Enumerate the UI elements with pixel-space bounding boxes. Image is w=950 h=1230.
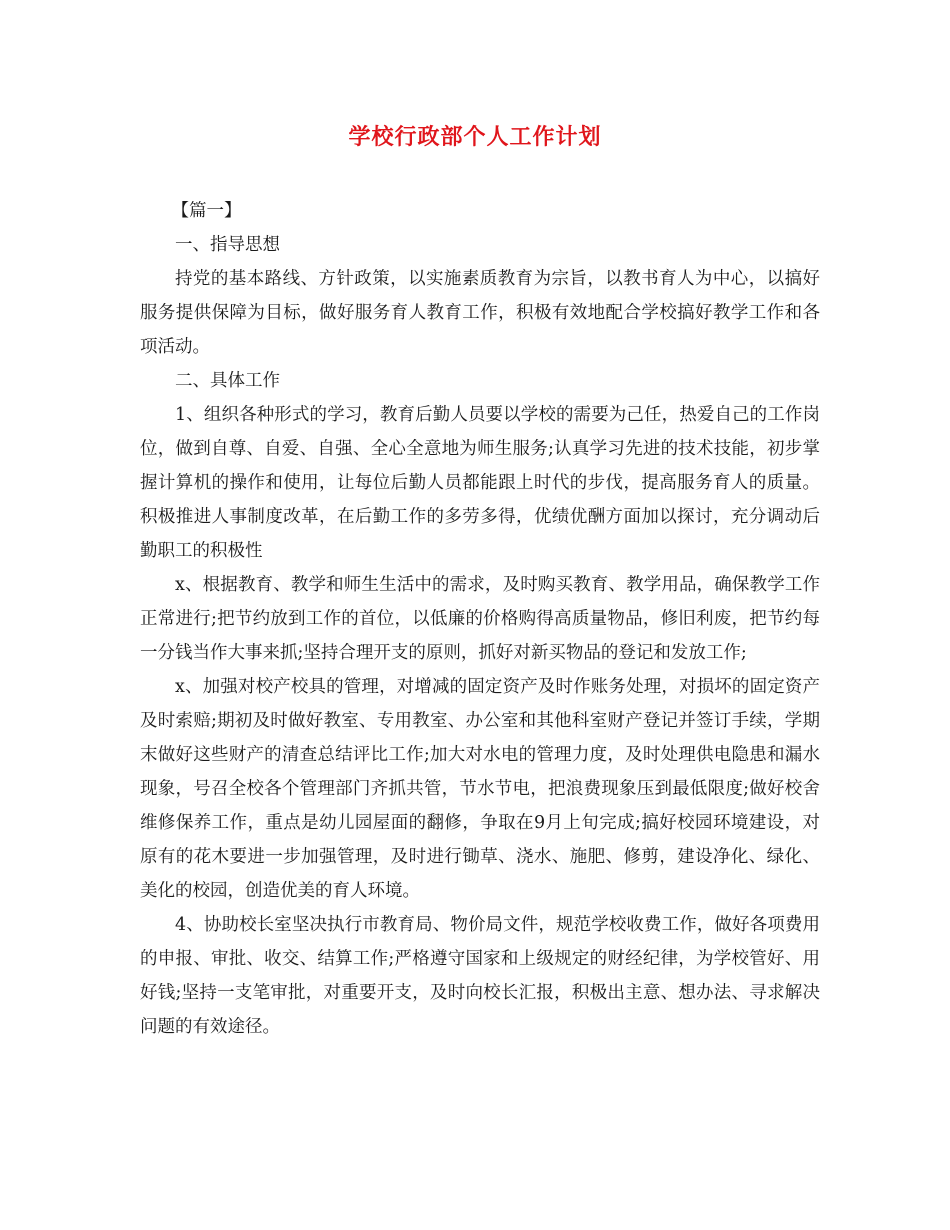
document-body (140, 194, 820, 1044)
section-tag: 【篇一】 (171, 201, 242, 221)
paragraph-item-3: x、加强对校产校具的管理，对增减的固定资产及时作账务处理，对损坏的固定资产及时索赔;期初及时做好教室、专用教室、办公室和其他科室财产登记并签订手续，学期末做好这些财产的清查总结评比工作;加大对水电的管理力度，及时处理供电隐患和漏水现象，号召全校各个管理部门齐抓共管，节水节电，把浪费现象压到最低限度;做好校舍维修保养工作，重点是幼儿园屋面的翻修，争取在9月上旬完成;搞好校园环境建设，对原有的花木要进一步加强管理，及时进行锄草、浇水、施肥、修剪，建设净化、绿化、美化的校园，创造优美的育人环境。 (140, 677, 820, 901)
paragraph-item-4: 4、协助校长室坚决执行市教育局、物价局文件，规范学校收费工作，做好各项费用的申报、审批、收交、结算工作;严格遵守国家和上级规定的财经纪律，为学校管好、用好钱;坚持一支笔审批，对重要开支，及时向校长汇报，积极出主意、想办法、寻求解决问题的有效途径。 (140, 915, 820, 1037)
heading-specific-work: 二、具体工作 (175, 371, 280, 391)
paragraph-item-2: x、根据教育、教学和师生生活中的需求，及时购买教育、教学用品，确保教学工作正常进行;把节约放到工作的首位，以低廉的价格购得高质量物品，修旧利废，把节约每一分钱当作大事来抓;坚持合理开支的原则，抓好对新买物品的登记和发放工作; (140, 575, 820, 663)
paragraph-guiding-thought: 持党的基本路线、方针政策，以实施素质教育为宗旨，以教书育人为中心，以搞好服务提供保障为目标，做好服务育人教育工作，积极有效地配合学校搞好教学工作和各项活动。 (140, 269, 820, 357)
paragraph-item-1: 1、组织各种形式的学习，教育后勤人员要以学校的需要为己任，热爱自己的工作岗位，做到自尊、自爱、自强、全心全意地为师生服务;认真学习先进的技术技能，初步掌握计算机的操作和使用，让每位后勤人员都能跟上时代的步伐，提高服务育人的质量。积极推进人事制度改革，在后勤工作的多劳多得，优绩优酬方面加以探讨，充分调动后勤职工的积极性 (140, 405, 820, 561)
document-title: 学校行政部个人工作计划 (348, 124, 602, 150)
heading-guiding-thought: 一、指导思想 (175, 235, 280, 255)
